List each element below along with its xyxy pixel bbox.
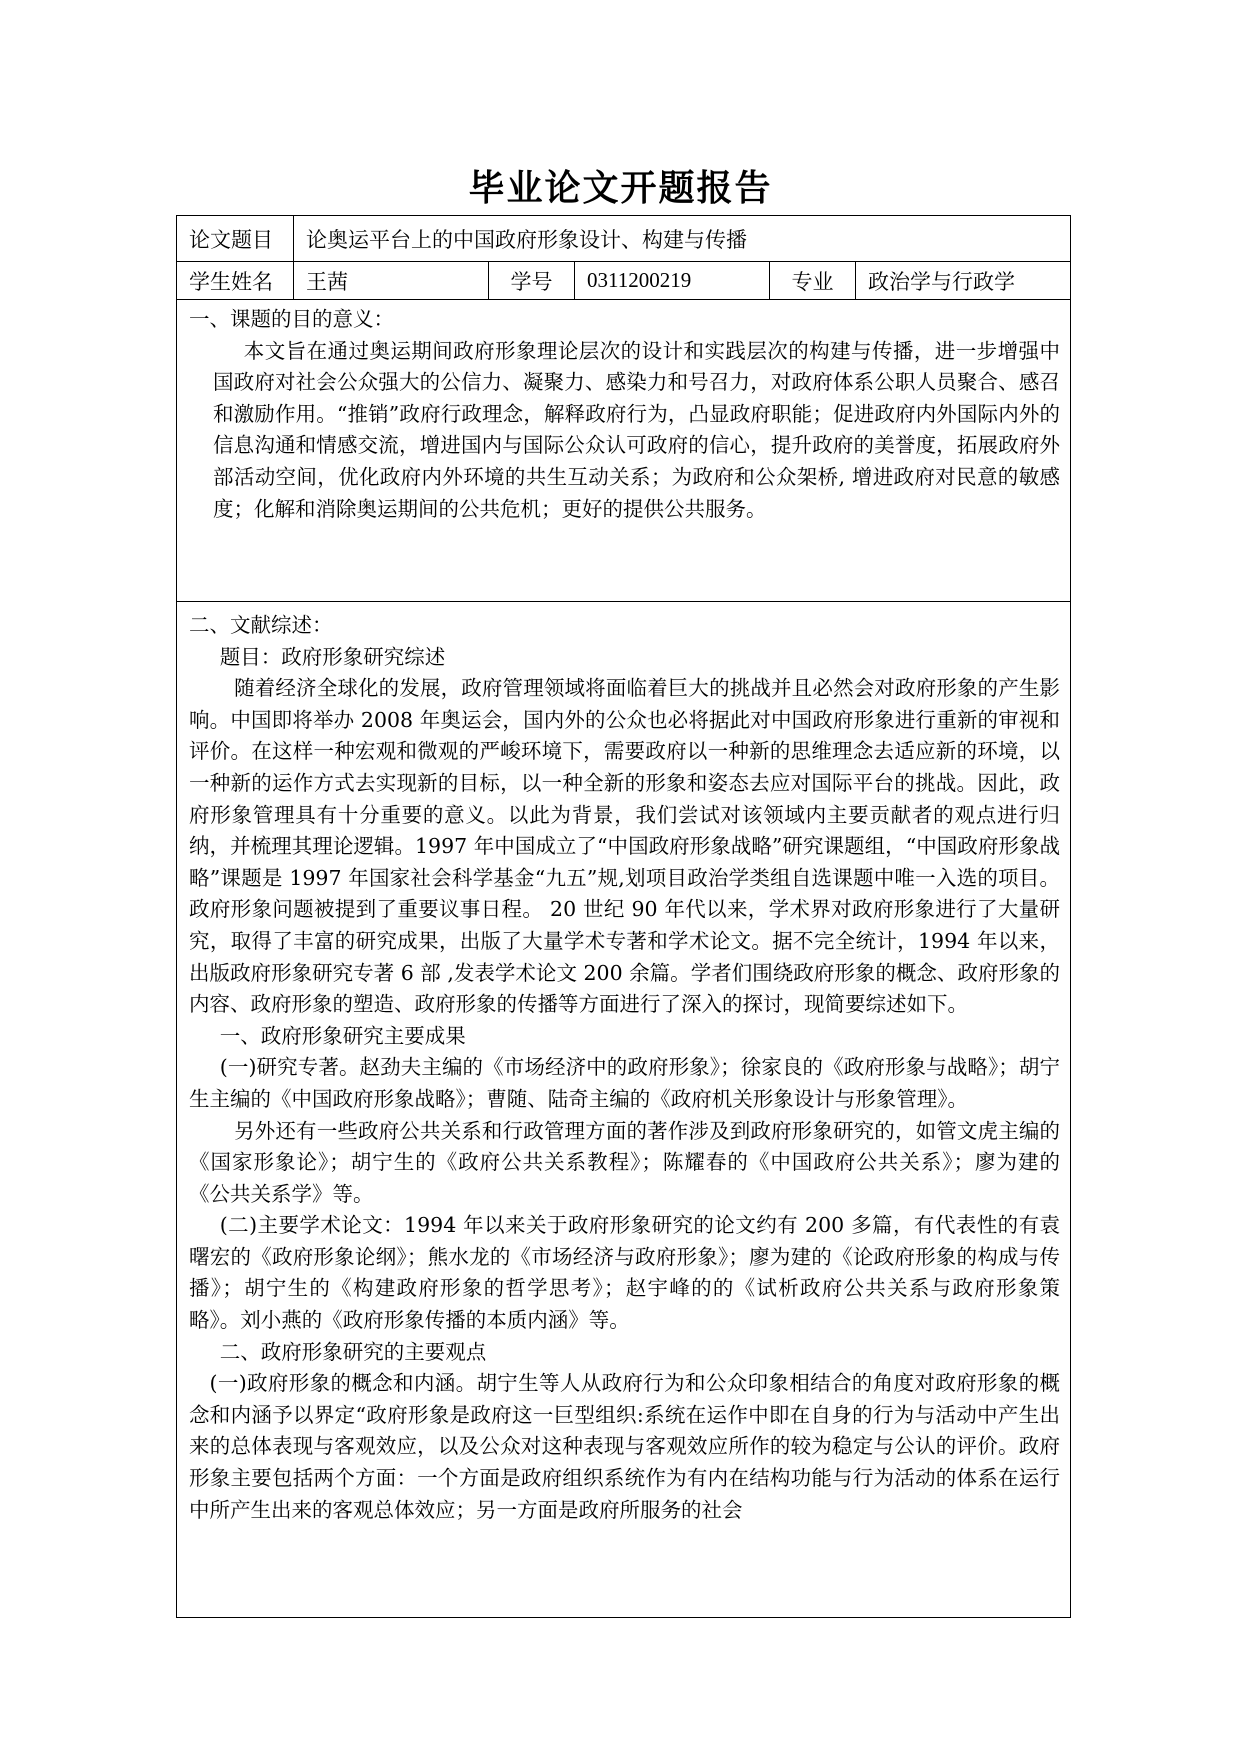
report-form-table: [176, 215, 1071, 1618]
purpose-heading: 一、课题的目的意义：: [189, 307, 394, 331]
topic-value: 论奥运平台上的中国政府形象设计、构建与传播: [306, 227, 747, 252]
student-info-row: [177, 262, 1070, 300]
review-heading-viewpoints: 二、政府形象研究的主要观点: [219, 1339, 487, 1364]
review-heading-achievements: 一、政府形象研究主要成果: [219, 1023, 466, 1048]
topic-label: 论文题目: [177, 216, 294, 261]
review-paragraph-1: 随着经济全球化的发展，政府管理领域将面临着巨大的挑战并且必然会对政府形象的产生影响。中国即将举办 2008 年奥运会，国内外的公众也必将据此对中国政府形象进行重新的审视和评价。在这样一种宏观和微观的严峻环境下，需要政府以一种新的思维理念去适应新的环境，以一种新的运作方式去实现新的目标，以一种全新的形象和姿态去应对国际平台的挑战。因此，政府形象管理具有十分重要的意义。以此为背景，我们尝试对该领域内主要贡献者的观点进行归纳，并梳理其理论逻辑。1997 年中国成立了“中国政府形象战略”研究课题组，“中国政府形象战略”课题是 1997 年国家社会科学基金“九五”规,划项目政治学类组自选课题中唯一入选的项目。政府形象问题被提到了重要议事日程。 20 世纪 90 年代以来，学术界对政府形象进行了大量研究，取得了丰富的研究成果，出版了大量学术专著和学术论文。据不完全统计，1994 年以来，出版政府形象研究专著 6 部 ,发表学术论文 200 余篇。学者们围绕政府形象的概念、政府形象的内容、政府形象的塑造、政府形象的传播等方面进行了深入的探讨，现简要综述如下。: [189, 676, 1060, 1017]
id-value: 0311200219: [575, 262, 770, 299]
review-subtitle: 题目：政府形象研究综述: [219, 644, 446, 669]
major-value: 政治学与行政学: [868, 269, 1015, 294]
name-label: 学生姓名: [177, 262, 294, 299]
literature-review-section: [177, 602, 1070, 1617]
name-value: 王茜: [294, 262, 489, 299]
purpose-paragraph: 本文旨在通过奥运期间政府形象理论层次的设计和实践层次的构建与传播，进一步增强中国政府对社会公众强大的公信力、凝聚力、感染力和号召力，对政府体系公职人员聚合、感召和激励作用。“推销”政府行政理念，解释政府行为，凸显政府职能；促进政府内外国际内外的信息沟通和情感交流，增进国内与国际公众认可政府的信心，提升政府的美誉度，拓展政府外部活动空间，优化政府内外环境的共生互动关系；为政府和公众架桥, 增进政府对民意的敏感度；化解和消除奥运期间的公共危机；更好的提供公共服务。: [213, 338, 1060, 521]
page-title: 毕业论文开题报告: [468, 167, 773, 209]
review-paragraph-papers: (二)主要学术论文：1994 年以来关于政府形象研究的论文约有 200 多篇，有代表性的有袁曙宏的《政府形象论纲》；熊水龙的《市场经济与政府形象》；廖为建的《论政府形象的构成与传播》；胡宁生的《构建政府形象的哲学思考》；赵宇峰的的《试析政府公共关系与政府形象策略》。刘小燕的《政府形象传播的本质内涵》等。: [189, 1213, 1060, 1333]
review-paragraph-monographs: (一)研究专著。赵劲夫主编的《市场经济中的政府形象》；徐家良的《政府形象与战略》；胡宁生主编的《中国政府形象战略》；曹随、陆奇主编的《政府机关形象设计与形象管理》。: [189, 1055, 1060, 1111]
review-paragraph-concept: (一)政府形象的概念和内涵。胡宁生等人从政府行为和公众印象相结合的角度对政府形象的概念和内涵予以界定“政府形象是政府这一巨型组织:系统在运作中即在自身的行为与活动中产生出来的总体表现与客观效应，以及公众对这种表现与客观效应所作的较为稳定与公认的评价。政府形象主要包括两个方面：一个方面是政府组织系统作为有内在结构功能与行为活动的体系在运行中所产生出来的客观总体效应；另一方面是政府所服务的社会: [189, 1371, 1060, 1522]
id-label: 学号: [489, 262, 575, 299]
major-label: 专业: [770, 262, 856, 299]
review-paragraph-other-works: 另外还有一些政府公共关系和行政管理方面的著作涉及到政府形象研究的，如管文虎主编的《国家形象论》；胡宁生的《政府公共关系教程》；陈耀春的《中国政府公共关系》；廖为建的《公共关系学》等。: [189, 1118, 1060, 1206]
topic-row: [177, 216, 1070, 262]
purpose-section: [177, 300, 1070, 602]
review-heading: 二、文献综述：: [189, 613, 333, 637]
